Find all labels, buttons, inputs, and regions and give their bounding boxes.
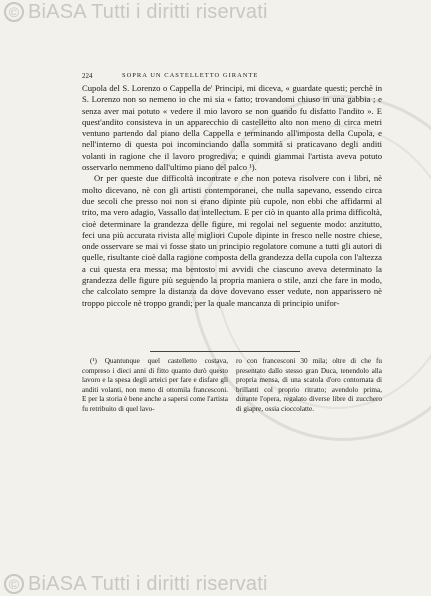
footnote-separator [150, 351, 300, 352]
watermark-text: BiASA Tutti i diritti riservati [28, 572, 268, 595]
copyright-logo-icon: © [4, 2, 24, 22]
body-text [82, 83, 382, 309]
watermark-top [0, 0, 431, 24]
body-paragraph: Cupola del S. Lorenzo o Cappella de' Principi, mi diceva, « guardate questi; perchè in S. Lorenzo non so nemeno io che mi sia « fatto; trovandomi chiuso in una gabbia ; e senza aver mai potuto « vedere il mio lavoro se non quando fu disfatto l'andito ». E quest'andito consisteva in un apparecchio di castelletto alto non meno di circa metri ventuno partendo dal piano della Cappella e terminando all'imposta della Cupola, e nell'interno di questa poi incominciando dalla sommità si praticavano degli anditi volanti in ragione che il lavoro progrediva; e quindi giammai l'artista aveva potuto osservarlo nemmeno dall'ultimo piano del palco ¹). [82, 83, 382, 173]
footnote-text: (¹) Quantunque quel castelletto costava, compreso i dieci anni di fitto quanto durò questo lavoro e la spesa degli arteici per fare e disfare gli anditi volanti, non meno di ottomila francesconi. E per la storia è bene anche a sapersi come l'artista fu retribuito di quel lavo- [82, 357, 228, 413]
footnote-column-left [82, 357, 228, 414]
body-paragraph: Or per queste due difficoltà incontrate e che non poteva risolvere con i libri, nè molto dicevano, nè con gli artisti contemporanei, che nulla sapevano, essendo circa due secoli che presso noi non si erano dipinte più cupole, non ebbi che affidarmi al trito, ma vero adagio, Vassallo dat intellectum. E per ciò in quanto alla prima difficoltà, cioè determinare la grandezza delle figure, mi regolai nel seguente modo: anzitutto, feci una più accurata rivista alle migliori Cupole dipinte in fresco nelle nostre chiese, onde osservare se mai vi fosse stato un principio regolatore comune a tutti gli autori di quelle, risultante cioè dalla ragione composta della grandezza della cupola con l'altezza a cui questa era messa; ma bentosto mi avvidi che ciascuno aveva determinato la grandezza delle figure più seguendo la propria maniera o stile, anzi che fare in modo, che calcolato sempre la distanza da dove dovevano esser vedute, non apparissero nè troppo piccole nè troppo grandi; per la quale mancanza di principio unifor- [82, 173, 382, 308]
page-header [82, 72, 382, 82]
copyright-logo-icon: © [4, 574, 24, 594]
page-number: 224 [82, 72, 93, 80]
footnotes [82, 357, 382, 414]
watermark-text: BiASA Tutti i diritti riservati [28, 0, 268, 23]
running-head: SOPRA UN CASTELLETTO GIRANTE [122, 72, 259, 79]
footnote-text: ro con francesconi 30 mila; oltre di che fu presentato dallo stesso gran Duca, tenendolo alla propria mensa, di una scatola d'oro contornata di brillanti col proprio ritratto; avendolo prima, durante l'opera, regalato diverse libre di zucchero di giapre, ossia cioccolatte. [236, 357, 382, 413]
watermark-bottom [0, 572, 431, 596]
footnote-column-right [236, 357, 382, 414]
